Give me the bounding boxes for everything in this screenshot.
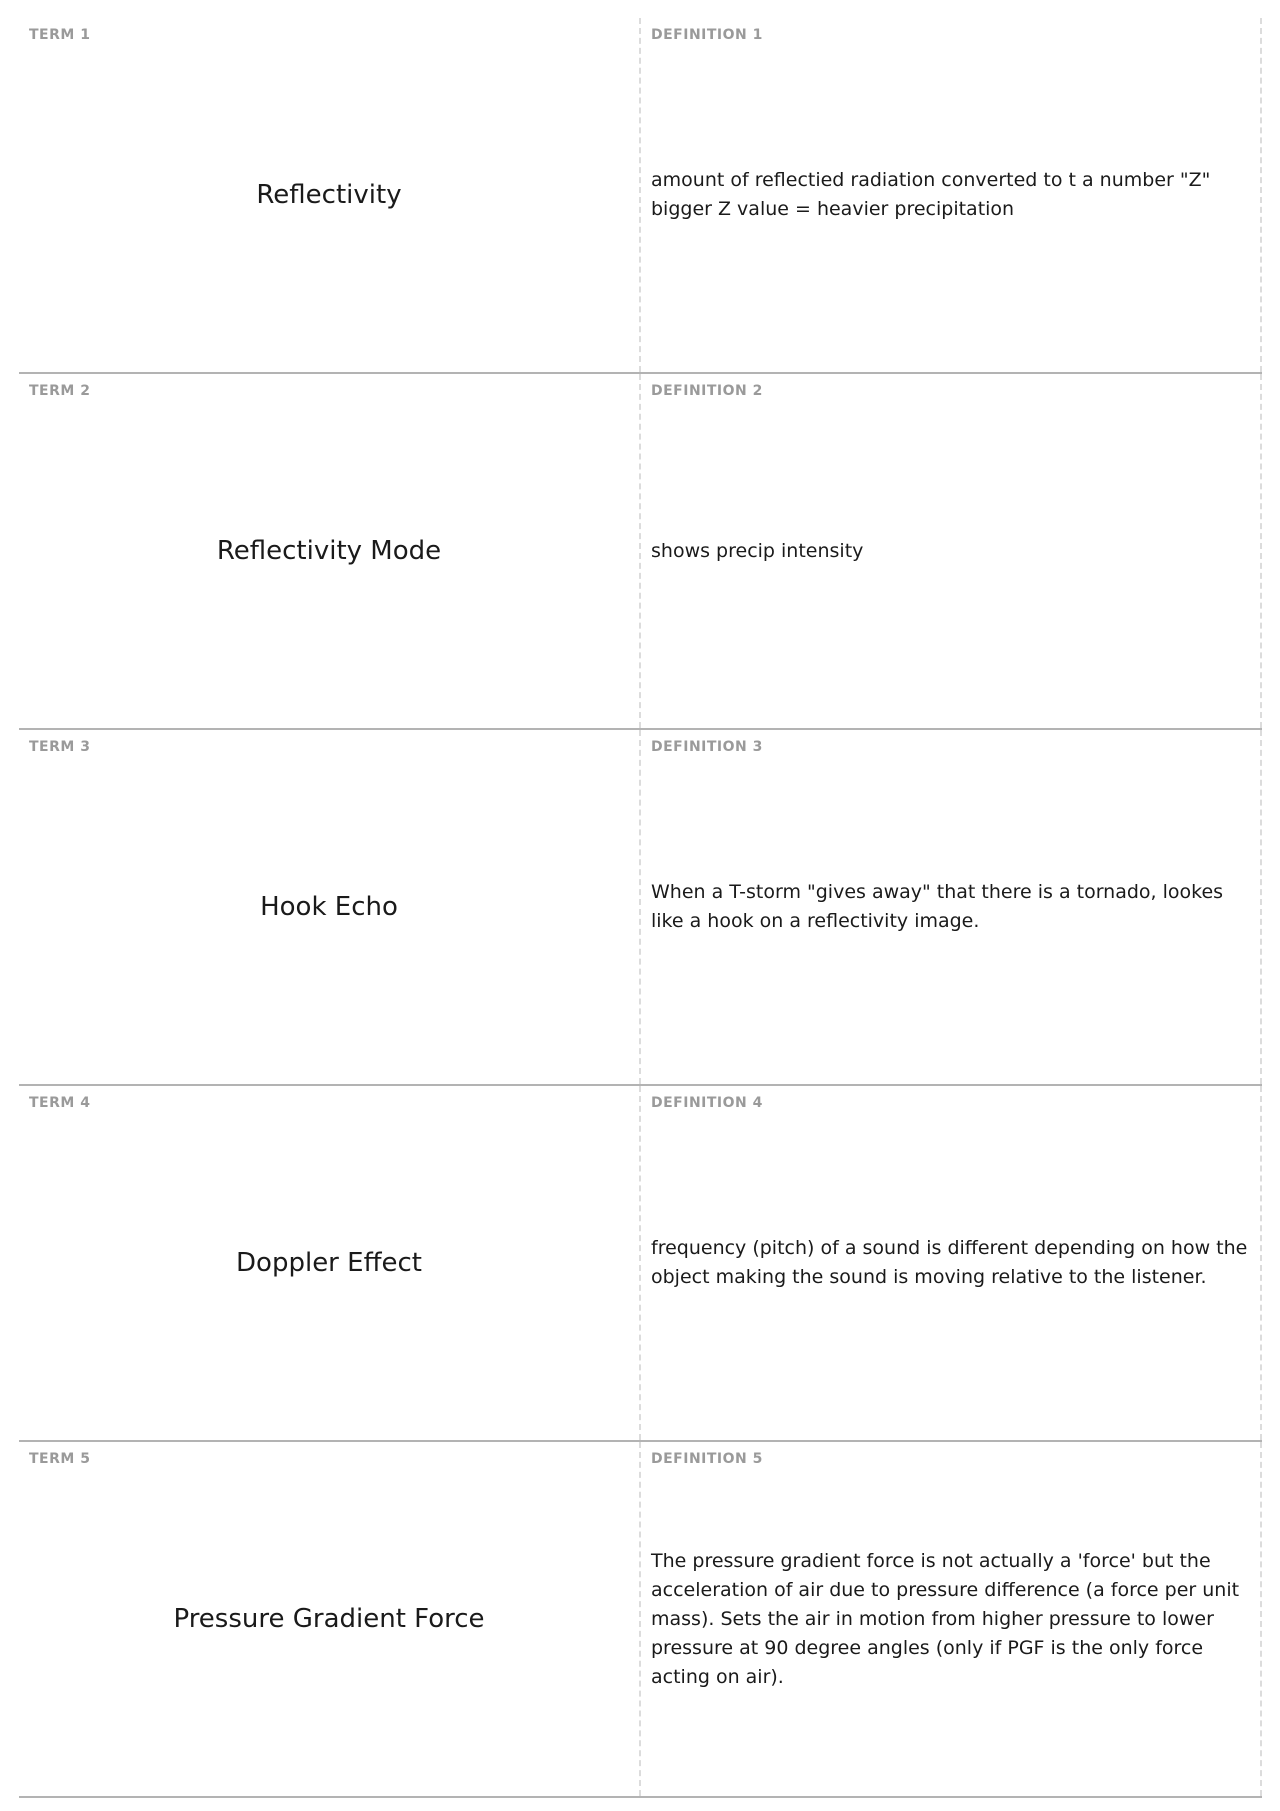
definition-label: DEFINITION 1 (651, 27, 763, 43)
term-text: Doppler Effect (236, 1248, 422, 1278)
term-label: TERM 5 (29, 1451, 91, 1467)
definition-label: DEFINITION 5 (651, 1451, 763, 1467)
term-cell (19, 1086, 641, 1440)
term-label: TERM 3 (29, 739, 91, 755)
term-label: TERM 1 (29, 27, 91, 43)
term-text: Reflectivity (256, 180, 402, 210)
flashcard-row (19, 730, 1262, 1086)
term-cell (19, 374, 641, 728)
definition-label: DEFINITION 4 (651, 1095, 763, 1111)
definition-cell (641, 1442, 1262, 1796)
term-cell (19, 18, 641, 372)
term-cell (19, 1442, 641, 1796)
flashcard-row (19, 1086, 1262, 1442)
definition-label: DEFINITION 2 (651, 383, 763, 399)
definition-text: amount of reflectied radiation converted to t a number "Z" bigger Z value = heavier precipitation (651, 169, 1211, 220)
term-label: TERM 2 (29, 383, 91, 399)
definition-cell (641, 730, 1262, 1084)
definition-text: frequency (pitch) of a sound is different depending on how the object making the sound is moving relative to the listener. (651, 1237, 1248, 1288)
definition-text: shows precip intensity (651, 539, 864, 562)
definition-cell (641, 1086, 1262, 1440)
term-text: Reflectivity Mode (216, 536, 442, 566)
definition-label: DEFINITION 3 (651, 739, 763, 755)
definition-cell (641, 18, 1262, 372)
term-label: TERM 4 (29, 1095, 91, 1111)
definition-cell (641, 374, 1262, 728)
flashcard-row (19, 1442, 1262, 1798)
definition-text: When a T-storm "gives away" that there is a tornado, lookes like a hook on a reflectivity image. (651, 881, 1224, 932)
flashcard-row (19, 18, 1262, 374)
flashcard-sheet (19, 18, 1262, 1798)
term-text: Hook Echo (260, 892, 398, 922)
definition-text: The pressure gradient force is not actually a 'force' but the acceleration of air due to pressure difference (a force per unit mass). Sets the air in motion from higher pressure to lower pressure at 90 degree angles (only if PGF is the only force acting on air). (651, 1549, 1240, 1688)
flashcard-row (19, 374, 1262, 730)
term-text: Pressure Gradient Force (173, 1604, 485, 1634)
term-cell (19, 730, 641, 1084)
